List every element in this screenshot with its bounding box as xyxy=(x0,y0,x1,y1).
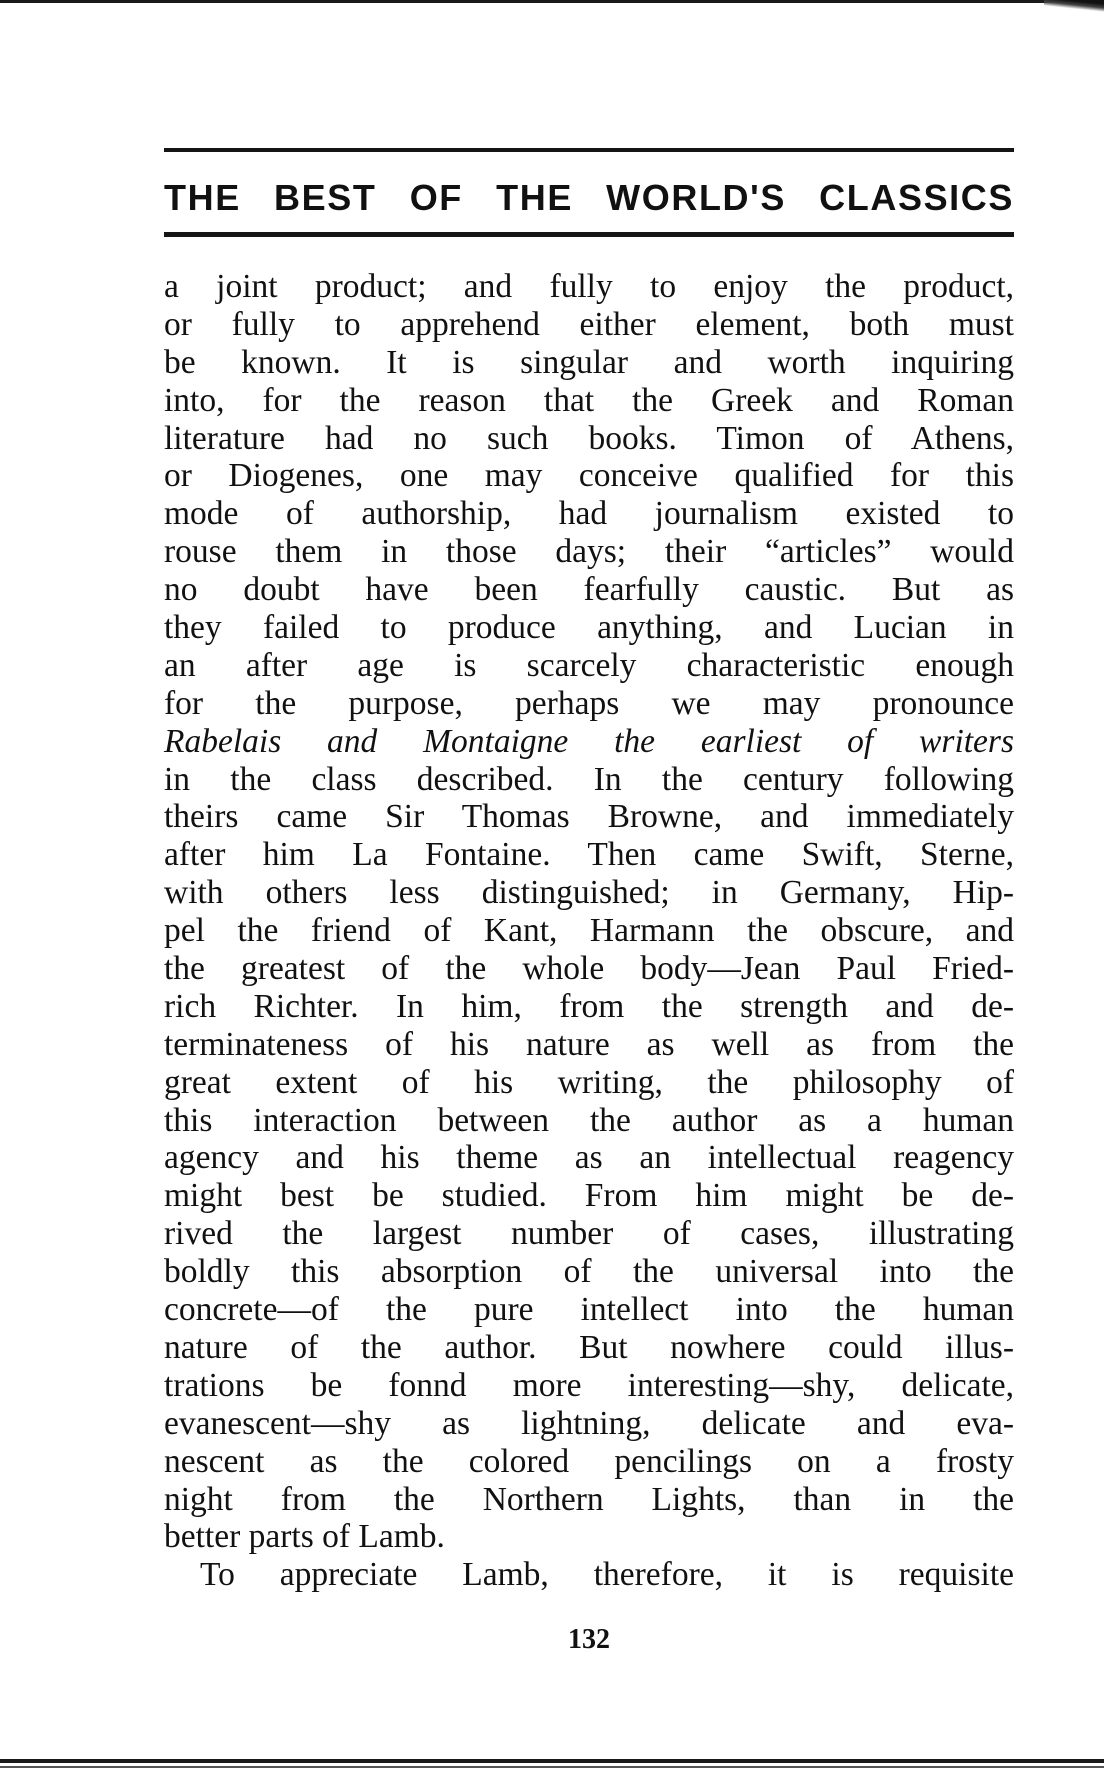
text-line: rouse them in those days; their “articles” would xyxy=(164,533,1014,571)
text-line: be known. It is singular and worth inquiring xyxy=(164,343,1014,381)
text-line: trations be fonnd more interesting—shy, delicate, xyxy=(164,1366,1014,1404)
text-line: in the class described. In the century following xyxy=(164,760,1014,798)
text-line: into, for the reason that the Greek and Roman xyxy=(164,381,1014,419)
text-line: a joint product; and fully to enjoy the product, xyxy=(164,268,1014,305)
text-line: might best be studied. From him might be de- xyxy=(164,1177,1014,1215)
text-line: the greatest of the whole body—Jean Paul Fried- xyxy=(164,950,1014,988)
text-line: nescent as the colored pencilings on a frosty xyxy=(164,1442,1014,1480)
text-line: no doubt have been fearfully caustic. But as xyxy=(164,571,1014,609)
text-line: they failed to produce anything, and Lucian in xyxy=(164,609,1014,647)
text-line: for the purpose, perhaps we may pronounce xyxy=(164,684,1014,722)
text-line: night from the Northern Lights, than in the xyxy=(164,1480,1014,1518)
page-number: 132 xyxy=(568,1624,610,1655)
running-head: THE BEST OF THE WORLD'S CLASSICS xyxy=(164,177,1014,218)
text-line: literature had no such books. Timon of Athens, xyxy=(164,419,1014,457)
text-line: nature of the author. But nowhere could illus- xyxy=(164,1328,1014,1366)
text-line: pel the friend of Kant, Harmann the obscure, and xyxy=(164,912,1014,950)
text-line-indented: To appreciate Lamb, therefore, it is requisite xyxy=(200,1556,1014,1594)
text-line: great extent of his writing, the philosophy of xyxy=(164,1063,1014,1101)
text-line: agency and his theme as an intellectual reagency xyxy=(164,1139,1014,1177)
text-line: theirs came Sir Thomas Browne, and immediately xyxy=(164,798,1014,836)
header-rule-top xyxy=(164,148,1014,152)
text-line: or fully to apprehend either element, both must xyxy=(164,305,1014,343)
page-edge-bottom-thin xyxy=(0,1766,1104,1768)
page-edge-top xyxy=(0,0,1104,3)
text-line: after him La Fontaine. Then came Swift, Sterne, xyxy=(164,836,1014,874)
text-line: rived the largest number of cases, illustrating xyxy=(164,1215,1014,1253)
header-rule-bottom xyxy=(164,232,1014,237)
page-corner-shadow xyxy=(1044,0,1104,12)
paragraph xyxy=(164,1556,1014,1594)
paragraph xyxy=(164,268,1014,1556)
text-line: with others less distinguished; in Germany, Hip- xyxy=(164,874,1014,912)
text-line: an after age is scarcely characteristic enough xyxy=(164,646,1014,684)
text-line: concrete—of the pure intellect into the human xyxy=(164,1291,1014,1329)
text-line: or Diogenes, one may conceive qualified for this xyxy=(164,457,1014,495)
text-line: rich Richter. In him, from the strength and de- xyxy=(164,987,1014,1025)
text-line: this interaction between the author as a human xyxy=(164,1101,1014,1139)
text-line-italic: Rabelais and Montaigne the earliest of writers xyxy=(164,722,1014,760)
body-text xyxy=(164,268,1014,1594)
text-line: mode of authorship, had journalism existed to xyxy=(164,495,1014,533)
text-line: evanescent—shy as lightning, delicate and eva- xyxy=(164,1404,1014,1442)
text-line: terminateness of his nature as well as from the xyxy=(164,1025,1014,1063)
text-line: boldly this absorption of the universal into the xyxy=(164,1253,1014,1291)
text-line-last: better parts of Lamb. xyxy=(164,1518,445,1556)
page-edge-bottom xyxy=(0,1759,1104,1763)
